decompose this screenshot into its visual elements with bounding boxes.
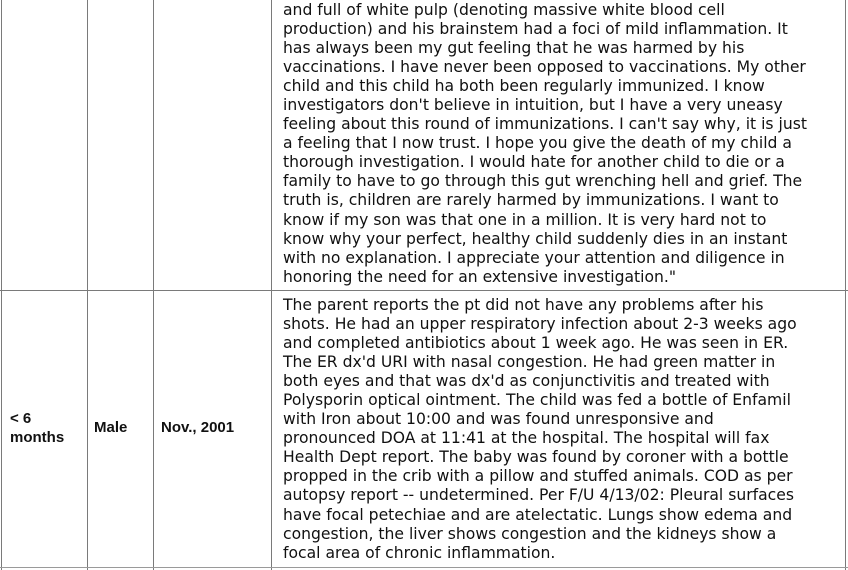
narrative-line: production) and his brainstem had a foci of mild inflammation. It — [283, 20, 788, 39]
narrative-line: congestion, the liver shows congestion and the kidneys show a — [283, 524, 777, 543]
narrative-line: know why your perfect, healthy child suddenly dies in an instant — [283, 229, 788, 248]
narrative-line: Polysporin optical ointment. The child was fed a bottle of Enfamil — [283, 391, 791, 410]
narrative-line: vaccinations. I have never been opposed to vaccinations. My other — [283, 58, 806, 77]
narrative-line: shots. He had an upper respiratory infection about 2-3 weeks ago — [283, 315, 797, 334]
row-divider — [0, 290, 848, 291]
narrative-line: family to have to go through this gut wrenching hell and grief. The — [283, 172, 803, 191]
narrative-line: both eyes and that was dx'd as conjunctivitis and treated with — [283, 372, 770, 391]
narrative-line: Health Dept report. The baby was found by coroner with a bottle — [283, 448, 789, 467]
narrative-line: The parent reports the pt did not have any problems after his — [283, 296, 764, 314]
narrative-line: investigators don't believe in intuition, but I have a very uneasy — [283, 96, 783, 115]
row-divider-bottom — [0, 567, 848, 568]
narrative-line: and full of white pulp (denoting massive white blood cell — [283, 1, 725, 19]
narrative-line: feeling about this round of immunizations. I can't say why, it is just — [283, 115, 807, 134]
narrative-line: child and this child ha both been regularly immunized. I know — [283, 77, 765, 96]
narrative-line: pronounced DOA at 11:41 at the hospital. The hospital will fax — [283, 429, 770, 448]
narrative-line: with no explanation. I appreciate your attention and diligence in — [283, 248, 785, 267]
age-line: months — [10, 429, 65, 446]
narrative-line: autopsy report -- undetermined. Per F/U 4/13/02: Pleural surfaces — [283, 486, 794, 505]
narrative-line: have focal petechiae and are atelectatic. Lungs show edema and — [283, 505, 793, 524]
narrative-line: focal area of chronic inflammation. — [283, 543, 556, 562]
narrative-cell-row-2 — [283, 296, 843, 563]
narrative-line: with Iron about 10:00 and was found unresponsive and — [283, 410, 714, 429]
age-cell — [10, 409, 64, 447]
sex-cell: Male — [94, 419, 128, 436]
narrative-line: The ER dx'd URI with nasal congestion. He had green matter in — [283, 353, 776, 372]
narrative-line: and completed antibiotics about 1 week ago. He was seen in ER. — [283, 334, 789, 353]
narrative-line: has always been my gut feeling that he was harmed by his — [283, 39, 745, 58]
column-divider-date-narrative — [271, 0, 272, 570]
narrative-cell-row-1 — [283, 1, 843, 287]
date-cell: Nov., 2001 — [161, 419, 235, 436]
narrative-line: truth is, children are rarely harmed by immunizations. I want to — [283, 191, 779, 210]
table-border-right — [845, 0, 846, 570]
narrative-line: know if my son was that one in a million. It is very hard not to — [283, 210, 767, 229]
column-divider-sex-date — [153, 0, 154, 570]
narrative-line: propped in the crib with a pillow and stuffed animals. COD as per — [283, 467, 793, 486]
narrative-line: honoring the need for an extensive investigation." — [283, 267, 677, 286]
column-divider-age-sex — [87, 0, 88, 570]
narrative-line: thorough investigation. I would hate for another child to die or a — [283, 153, 785, 172]
table-border-left — [1, 0, 2, 570]
age-line: < 6 — [10, 410, 32, 427]
narrative-line: a feeling that I now trust. I hope you give the death of my child a — [283, 134, 792, 153]
